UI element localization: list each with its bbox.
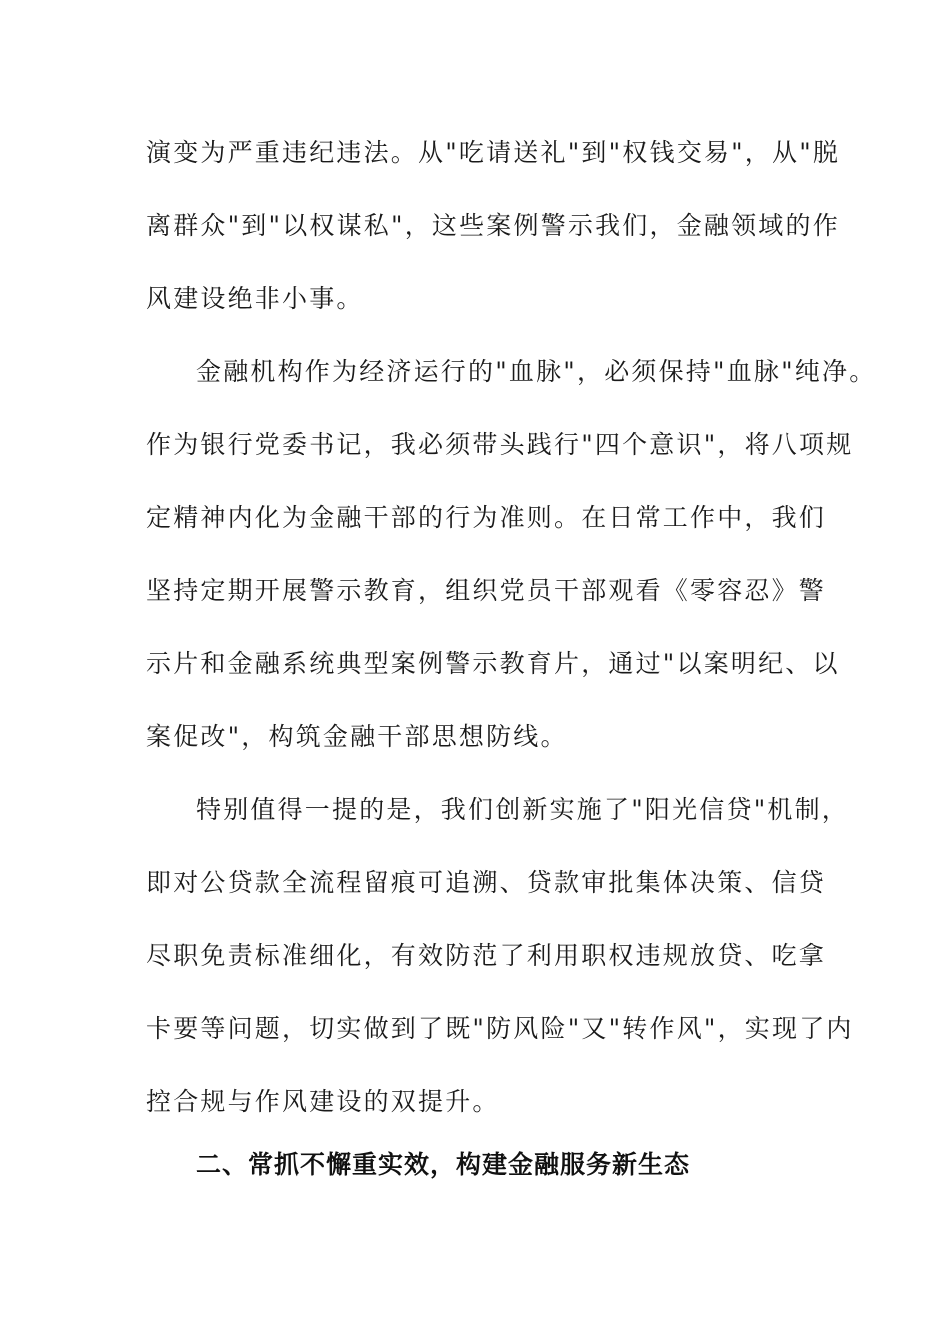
paragraph-line: 离群众"到"以权谋私"，这些案例警示我们，金融领域的作 [146, 211, 840, 240]
paragraph-line: 卡要等问题，切实做到了既"防风险"又"转作风"，实现了内 [146, 1014, 854, 1043]
paragraph-line: 示片和金融系统典型案例警示教育片，通过"以案明纪、以 [146, 649, 840, 678]
paragraph-line: 控合规与作风建设的双提升。 [146, 1087, 500, 1116]
paragraph-line: 定精神内化为金融干部的行为准则。在日常工作中，我们 [146, 503, 827, 532]
paragraph-line: 金融机构作为经济运行的"血脉"，必须保持"血脉"纯净。 [196, 357, 877, 386]
paragraph-line: 风建设绝非小事。 [146, 284, 364, 313]
paragraph-line: 演变为严重违纪违法。从"吃请送礼"到"权钱交易"，从"脱 [146, 138, 841, 167]
paragraph-line: 案促改"，构筑金融干部思想防线。 [146, 722, 568, 751]
paragraph-line: 即对公贷款全流程留痕可追溯、贷款审批集体决策、信贷 [146, 868, 827, 897]
paragraph-line: 坚持定期开展警示教育，组织党员干部观看《零容忍》警 [146, 576, 827, 605]
paragraph-line: 作为银行党委书记，我必须带头践行"四个意识"，将八项规 [146, 430, 854, 459]
section-heading: 二、常抓不懈重实效，构建金融服务新生态 [196, 1150, 691, 1179]
paragraph-line: 尽职免责标准细化，有效防范了利用职权违规放贷、吃拿 [146, 941, 827, 970]
paragraph-line: 特别值得一提的是，我们创新实施了"阳光信贷"机制， [196, 795, 850, 824]
